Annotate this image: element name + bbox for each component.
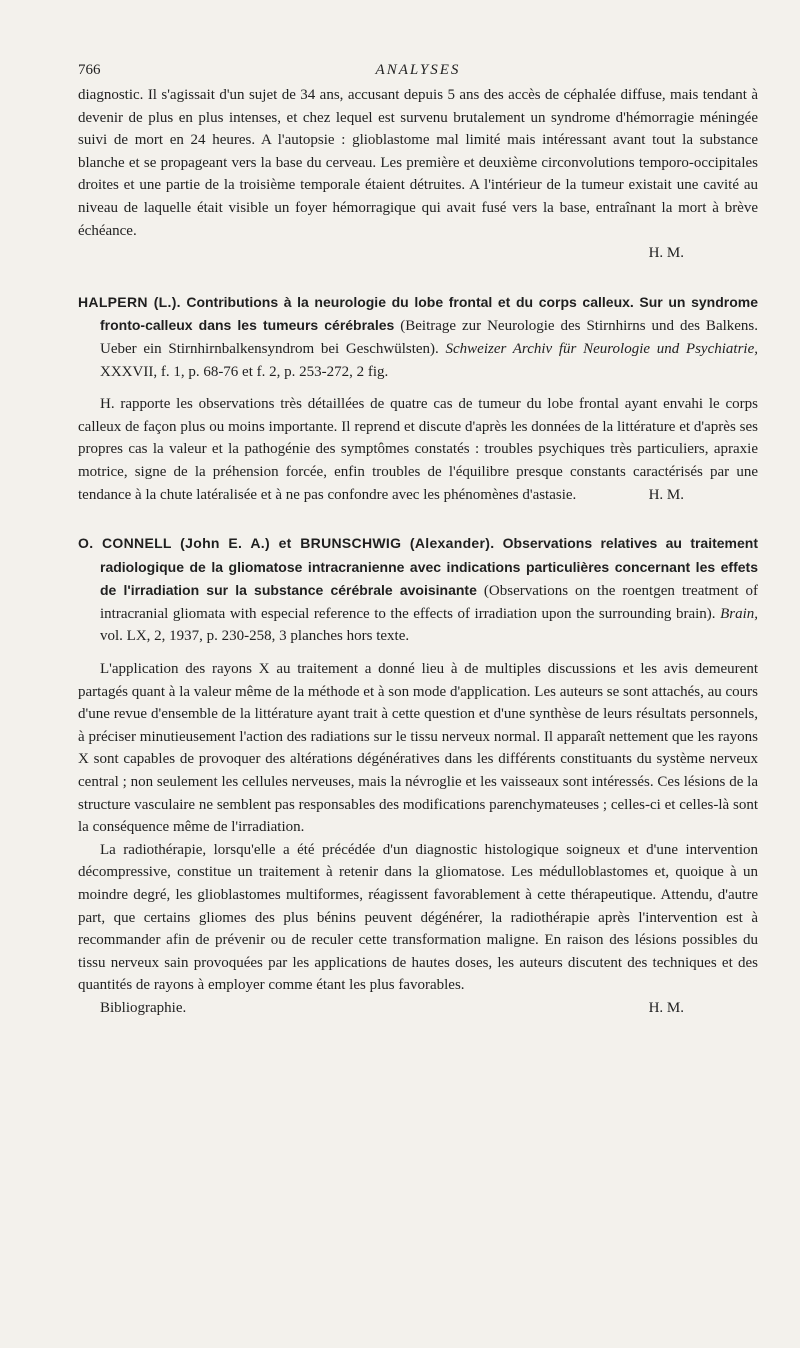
entry-body: H. rapporte les observations très détaillées de quatre cas de tumeur du lobe frontal ayant envahi le corps calleux de façon plus ou moins importante. Il reprend et discute d'après les données de la littérature et d'après ses propres cas la valeur et la pathogénie des symptômes constatés : troubles psychiques très particuliers, apraxie motrice, signe de la préhension forcée, enfin troubles de l'équilibre presque constants caractérisés par une tendance à la chute latéralisée et à ne pas confondre avec les phénomènes d'astasie. [78, 396, 758, 503]
entry-journal: Brain, [720, 605, 759, 622]
entry-details: vol. LX, 2, 1937, p. 230-258, 3 planches hors texte. [100, 628, 410, 645]
reference-oconnell [78, 532, 758, 648]
page [78, 58, 758, 1020]
entry-signature: H. M. [648, 999, 684, 1016]
bibliography-label: Bibliographie. [100, 999, 187, 1016]
intro-signature: H. M. [648, 245, 684, 262]
abstract-entry-oconnell [78, 532, 758, 1019]
entry-original-title: (Beitrage zur Neurologie des Stirnhirns und des Balkens. Ueber ein Stirnhirnbalkensyndrom bei Geschwülsten). [100, 318, 759, 357]
entry-authors: HALPERN (L.). [78, 293, 181, 310]
bibliography-row [78, 997, 758, 1020]
entry-signature: H. M. [648, 486, 684, 503]
abstract-entry-halpern [78, 291, 758, 506]
entry-details: XXXVII, f. 1, p. 68-76 et f. 2, p. 253-272, 2 fig. [100, 363, 389, 380]
reference-halpern [78, 291, 758, 383]
entry-journal: Schweizer Archiv für Neurologie und Psychiatrie, [445, 340, 758, 357]
entry-authors: O. CONNELL (John E. A.) et BRUNSCHWIG (Alexander). [78, 535, 495, 552]
entry-paragraph-1: L'application des rayons X au traitement a donné lieu à de multiples discussions et les avis demeurent partagés quant à la valeur même de la méthode et à son mode d'application. Les auteurs se sont attachés, au cours d'une revue d'ensemble de la littérature ayant trait à cette question et d'une synthèse de leurs résultats personnels, à préciser minutieusement l'action des radiations sur le tissu nerveux normal. Il apparaît nettement que les rayons X sont capables de provoquer des altérations dégénératives dans les différents constituants du système nerveux central ; non seulement les cellules nerveuses, mais la névroglie et les vaisseaux sont intéressés. Ces lésions de la structure vasculaire ne semblent pas responsables des modifications parenchymateuses ; celles-ci et celles-là sont la conséquence même de l'irradiation. [78, 661, 758, 836]
page-number: 766 [78, 62, 101, 78]
entry-title: Observations relatives au traitement radiologique de la gliomatose intracranienne avec indications particulières concernant les effets de l'irradiation sur la substance cérébrale avoisinante [100, 535, 759, 599]
running-head [78, 58, 758, 84]
entry-paragraph-2: La radiothérapie, lorsqu'elle a été précédée d'un diagnostic histologique soigneux et d'une intervention décompressive, constitue un traitement à retenir dans la gliomatose. Les médulloblastomes et, quoique à un moindre degré, les glioblastomes multiformes, réagissent favorablement à cette thérapeutique. Attendu, d'autre part, que certains gliomes des plus bénins peuvent dégénérer, la radiothérapie après l'intervention est à recommander afin de prévenir ou de reculer cette transformation maligne. En raison des lésions possibles du tissu nerveux sain provoquées par les applications de hautes doses, les auteurs discutent des techniques et des quantités de rayons à employer comme étant les plus favorables. [78, 841, 758, 994]
running-title: ANALYSES [375, 62, 461, 78]
entry-title: Contributions à la neurologie du lobe frontal et du corps calleux. Sur un syndrome fronto-calleux dans les tumeurs cérébrales [100, 293, 759, 334]
intro-paragraph: diagnostic. Il s'agissait d'un sujet de 34 ans, accusant depuis 5 ans des accès de céphalée diffuse, mais tendant à devenir de plus en plus intenses, et chez lequel est survenu brutalement un syndrome d'hémorragie méningée suivi de mort en 24 heures. A l'autopsie : glioblastome mal limité mais intéressant avant tout la substance blanche et se propageant vers la base du cerveau. Les première et deuxième circonvolutions temporo-occipitales droites et une partie de la troisième temporale étaient détruites. A l'intérieur de la tumeur existait une cavité au niveau de laquelle était visible un foyer hémorragique qui avait fusé vers la base, entraînant la mort à brève échéance. [78, 87, 758, 239]
entry-original-title: (Observations on the roentgen treatment of intracranial gliomata with especial reference to the effects of irradiation upon the surrounding brain). [100, 583, 759, 622]
